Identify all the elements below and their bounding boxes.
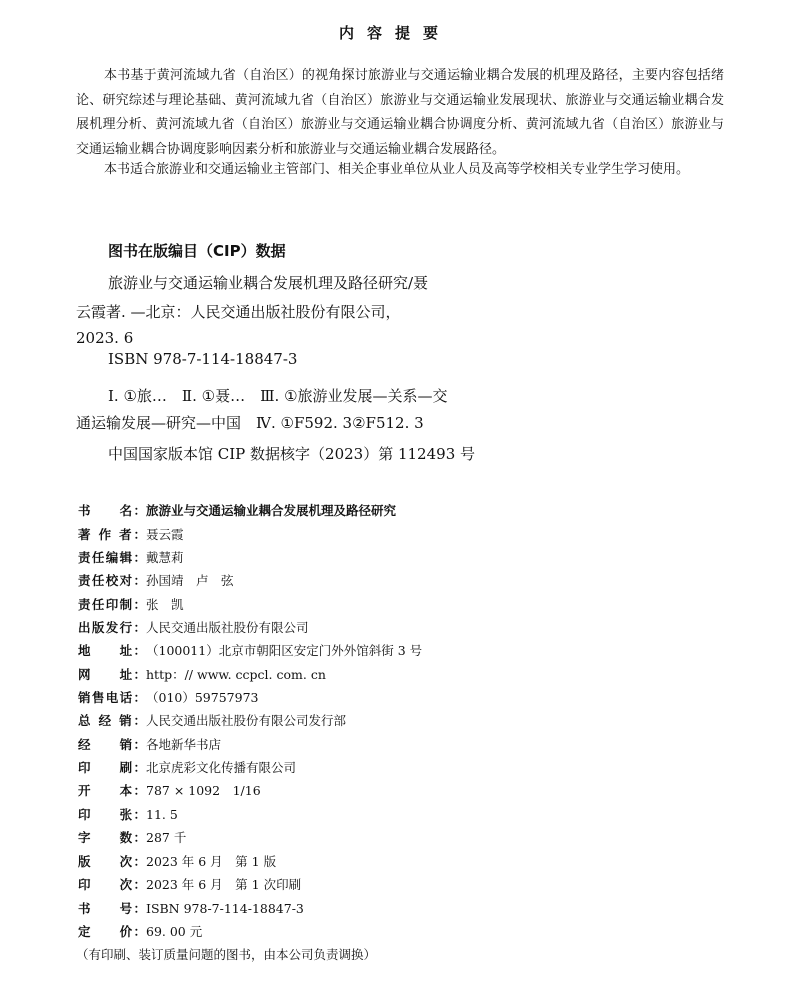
meta-value: 戴慧莉 [146, 550, 184, 565]
meta-row-address [78, 640, 422, 662]
meta-row-general-distributor [78, 710, 346, 732]
cip-subject-line-2: 通运输发展—研究—中国 Ⅳ. ①F592. 3②F512. 3 [76, 414, 424, 432]
meta-row-distributor [78, 734, 221, 756]
meta-row-edition [78, 851, 276, 873]
meta-label: 经 销： [78, 737, 146, 752]
meta-value: 2023 年 6 月 第 1 版 [146, 854, 277, 869]
meta-label: 印 刷： [78, 760, 146, 775]
meta-value: （010）59757973 [146, 690, 259, 705]
meta-label: 销售电话： [78, 690, 146, 705]
cip-subject-line-1: Ⅰ. ①旅… Ⅱ. ①聂… Ⅲ. ①旅游业发展—关系—交 [108, 387, 448, 405]
meta-row-isbn [78, 898, 304, 920]
footnote: （有印刷、装订质量问题的图书，由本公司负责调换） [76, 947, 377, 962]
meta-row-impression [78, 874, 301, 896]
abstract-paragraph-2: 本书适合旅游业和交通运输业主管部门、相关企事业单位从业人员及高等学校相关专业学生学习使用。 [104, 162, 690, 177]
meta-value: 人民交通出版社股份有限公司发行部 [146, 713, 347, 728]
cip-isbn: ISBN 978-7-114-18847-3 [108, 350, 298, 368]
cip-date-line: 2023. 6 [76, 329, 134, 347]
meta-label: 责任校对： [78, 573, 146, 588]
meta-label: 总 经 销： [78, 713, 146, 728]
meta-value: 张 凯 [146, 597, 184, 612]
meta-row-format [78, 780, 261, 802]
meta-row-printer [78, 757, 296, 779]
summary-title: 内容提要 [338, 24, 451, 42]
meta-label: 出版发行： [78, 620, 146, 635]
cip-record-number: 中国国家版本馆 CIP 数据核字（2023）第 112493 号 [108, 445, 476, 463]
meta-row-word-count [78, 827, 186, 849]
meta-label: 网 址： [78, 667, 146, 682]
meta-label: 责任印制： [78, 597, 146, 612]
meta-value: ISBN 978-7-114-18847-3 [146, 901, 304, 916]
meta-label: 字 数： [78, 830, 146, 845]
meta-value: 北京虎彩文化传播有限公司 [146, 760, 297, 775]
meta-value: 787 × 1092 1/16 [146, 783, 261, 798]
meta-row-sales-phone [78, 687, 258, 709]
meta-value: 聂云霞 [146, 527, 184, 542]
meta-label: 定 价： [78, 924, 146, 939]
meta-value: 孙国靖 卢 弦 [146, 573, 234, 588]
meta-label: 版 次： [78, 854, 146, 869]
abstract-paragraph-1: 本书基于黄河流域九省（自治区）的视角探讨旅游业与交通运输业耦合发展的机理及路径，主要内容包括绪论、研究综述与理论基础、黄河流域九省（自治区）旅游业与交通运输业发展现状、旅游业与交通运输业耦合发展机理分析、黄河流域九省（自治区）旅游业与交通运输业耦合协调度分析、黄河流域九省（自治区）旅游业与交通运输业耦合协调度影响因素分析和旅游业与交通运输业耦合发展路径。 [76, 68, 724, 157]
meta-label: 责任编辑： [78, 550, 146, 565]
meta-row-printing-supervisor [78, 594, 184, 616]
meta-label: 地 址： [78, 643, 146, 658]
meta-row-website [78, 664, 326, 686]
meta-row-author [78, 524, 184, 546]
meta-value: 11. 5 [146, 807, 178, 822]
cip-heading: 图书在版编目（CIP）数据 [108, 242, 286, 260]
meta-row-publisher [78, 617, 309, 639]
cip-title-line-1: 旅游业与交通运输业耦合发展机理及路径研究/聂 [108, 274, 429, 292]
meta-value: 各地新华书店 [146, 737, 222, 752]
meta-label: 书 名： [78, 503, 146, 518]
meta-label: 印 张： [78, 807, 146, 822]
meta-value: 2023 年 6 月 第 1 次印刷 [146, 877, 302, 892]
meta-value: 人民交通出版社股份有限公司 [146, 620, 309, 635]
meta-row-proofreader [78, 570, 234, 592]
meta-row-sheets [78, 804, 178, 826]
meta-label: 书 号： [78, 901, 146, 916]
meta-value: 287 千 [146, 830, 187, 845]
meta-value: http：// www. ccpcl. com. cn [146, 667, 326, 682]
meta-row-book-title [78, 500, 396, 522]
meta-value: 69. 00 元 [146, 924, 203, 939]
meta-row-editor [78, 547, 184, 569]
meta-label: 开 本： [78, 783, 146, 798]
meta-label: 著 作 者： [78, 527, 146, 542]
meta-value: （100011）北京市朝阳区安定门外外馆斜街 3 号 [146, 643, 423, 658]
meta-row-price [78, 921, 202, 943]
cip-title-line-2: 云霞著. —北京：人民交通出版社股份有限公司， [76, 303, 401, 321]
meta-label: 印 次： [78, 877, 146, 892]
meta-value: 旅游业与交通运输业耦合发展机理及路径研究 [146, 503, 397, 518]
